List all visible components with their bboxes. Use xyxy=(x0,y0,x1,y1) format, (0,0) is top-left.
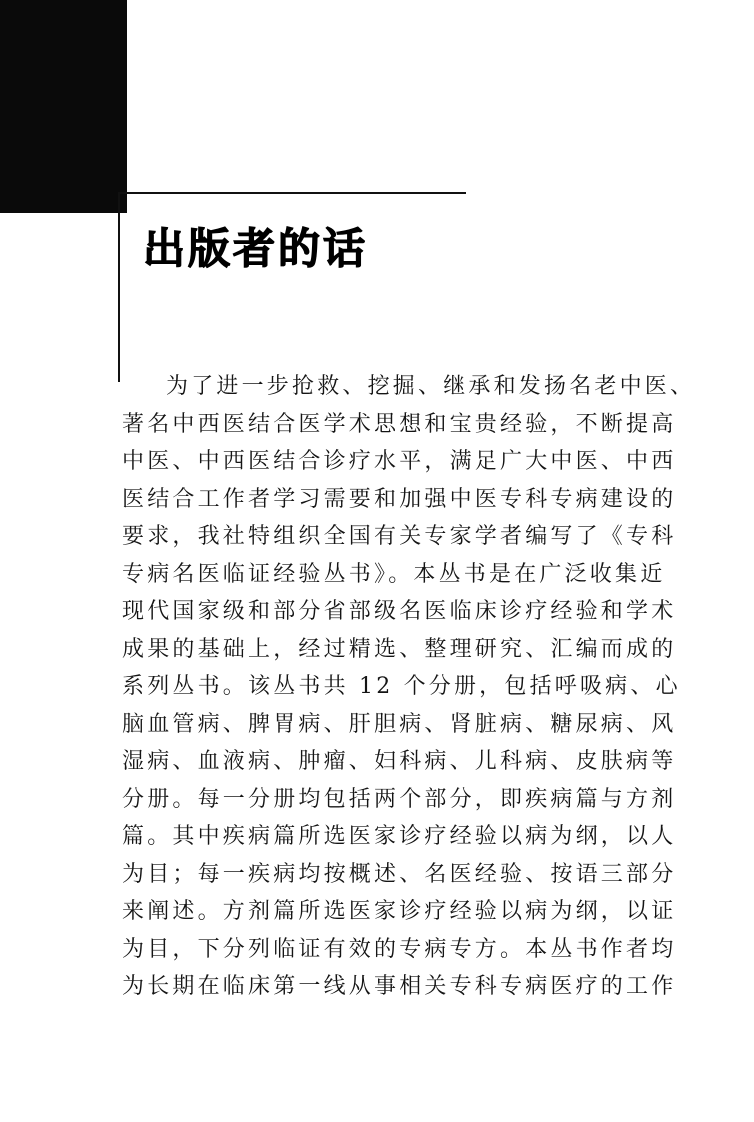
text-line: 要求，我社特组织全国有关专家学者编写了《专科 xyxy=(122,524,677,549)
text-line: 为目，下分列临证有效的专病专方。本丛书作者均 xyxy=(122,936,677,962)
text-line: 成果的基础上，经过精选、整理研究、汇编而成的 xyxy=(122,636,677,662)
text-line: 医结合工作者学习需要和加强中医专科专病建设的 xyxy=(122,486,677,512)
text-line: 专病名医临证经验丛书》。本丛书是在广泛收集近 xyxy=(122,561,666,587)
top-rule-line xyxy=(118,192,466,194)
corner-black-block xyxy=(0,0,127,213)
text-line: 为了进一步抢救、挖掘、继承和发扬名老中医、 xyxy=(166,374,696,399)
body-paragraph xyxy=(122,368,696,1006)
text-line: 来阐述。方剂篇所选医家诊疗经验以病为纲，以证 xyxy=(122,899,677,924)
page-heading: 出版者的话 xyxy=(143,224,369,273)
text-line: 为长期在临床第一线从事相关专科专病医疗的工作 xyxy=(122,974,677,999)
text-line: 篇。其中疾病篇所选医家诊疗经验以病为纲，以人 xyxy=(122,824,677,849)
text-line: 著名中西医结合医学术思想和宝贵经验，不断提高 xyxy=(122,411,677,437)
text-line: 系列丛书。该丛书共 12 个分册，包括呼吸病、心 xyxy=(122,674,681,699)
text-line: 现代国家级和部分省部级名医临床诊疗经验和学术 xyxy=(122,599,677,624)
text-line: 脑血管病、脾胃病、肝胆病、肾脏病、糖尿病、风 xyxy=(122,711,677,737)
text-line: 分册。每一分册均包括两个部分，即疾病篇与方剂 xyxy=(122,786,677,812)
vertical-rule-line xyxy=(118,192,120,382)
text-line: 湿病、血液病、肿瘤、妇科病、儿科病、皮肤病等 xyxy=(122,749,677,774)
text-line: 为目；每一疾病均按概述、名医经验、按语三部分 xyxy=(122,861,677,887)
text-line: 中医、中西医结合诊疗水平，满足广大中医、中西 xyxy=(122,449,677,474)
